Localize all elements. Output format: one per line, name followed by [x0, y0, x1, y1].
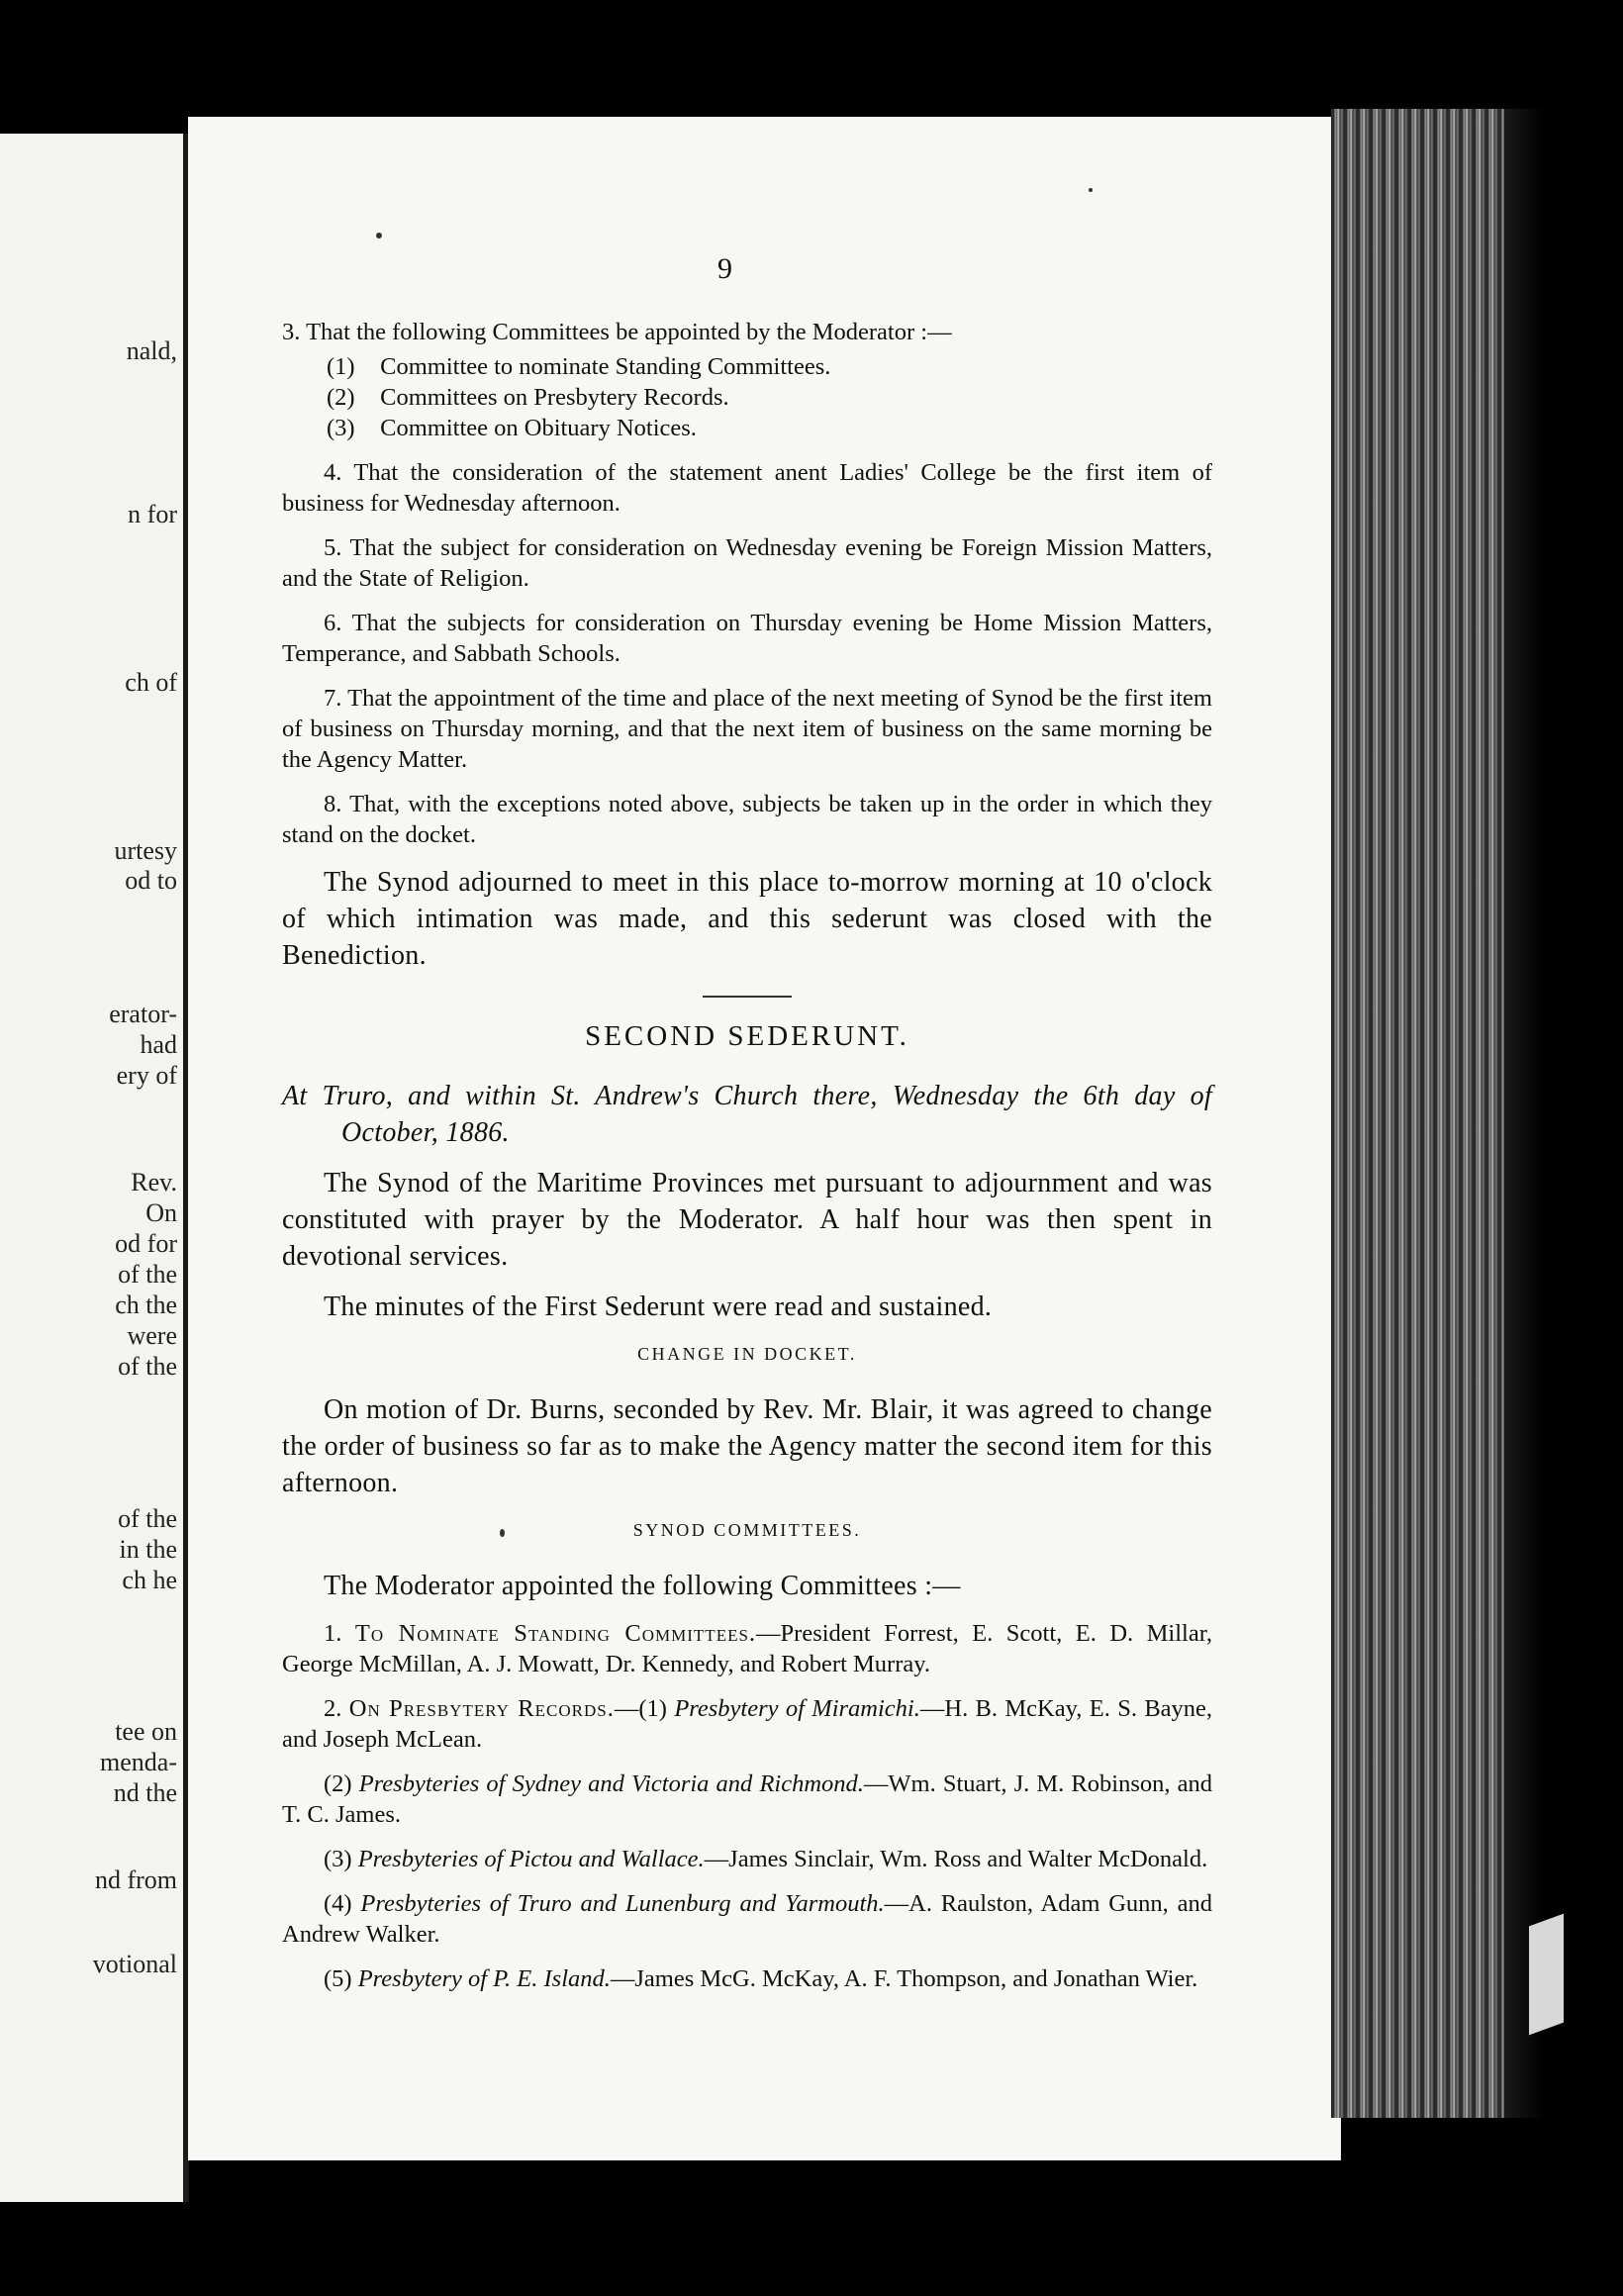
- left-page-fragment: ch of: [125, 668, 177, 697]
- presbytery-name: Presbytery of Miramichi.: [674, 1695, 920, 1722]
- left-page-fragment: urtesy: [114, 836, 177, 865]
- motion-text: That the subject for consideration on Wednesday evening be Foreign Mission Matters, and the State of Religion.: [282, 534, 1213, 592]
- committees-list: [282, 351, 1212, 443]
- motion-number: 8.: [324, 791, 342, 817]
- minutes-paragraph: The minutes of the First Sederunt were read and sustained.: [324, 1292, 993, 1322]
- list-number: (1): [327, 353, 355, 380]
- presbytery-name: Presbyteries of Truro and Lunenburg and Yarmouth.: [360, 1890, 885, 1917]
- appointment-sub-item: [282, 1844, 1212, 1874]
- sub-text: —A. Raulston, Adam Gunn, and Andrew Walker.: [282, 1890, 1212, 1948]
- motion-text: That the consideration of the statement anent Ladies' College be the first item of business for Wednesday afternoon.: [282, 459, 1213, 517]
- motion-text: That, with the exceptions noted above, subjects be taken up in the order in which they stand on the docket.: [282, 791, 1212, 848]
- left-page-fragment: had: [140, 1030, 177, 1059]
- left-page-fragment: ery of: [116, 1061, 177, 1090]
- section-divider: [703, 996, 792, 998]
- change-docket-paragraph: On motion of Dr. Burns, seconded by Rev. Mr. Blair, it was agreed to change the order of business so far as to make the Agency matter the second item for this afternoon.: [282, 1394, 1212, 1498]
- appointment-item: [282, 1693, 1212, 1755]
- left-page-fragment: Rev.: [131, 1168, 177, 1196]
- sub-number: —(1): [614, 1695, 667, 1722]
- appointment-item: [282, 1618, 1212, 1679]
- page-number: 9: [717, 252, 732, 285]
- appointment-sub-item: [282, 1963, 1212, 1994]
- motion-text: That the appointment of the time and place of the next meeting of Synod be the first item of business on Thursday morning, and that the next item of business on the same morning be the Agency Matter.: [282, 685, 1212, 773]
- presbytery-name: Presbyteries of Sydney and Victoria and Richmond.: [358, 1770, 864, 1797]
- left-page-fragment: ch the: [115, 1291, 177, 1319]
- motion-4: [282, 457, 1212, 519]
- sub-number: (2): [324, 1770, 352, 1797]
- left-page-fragment: of the: [118, 1260, 177, 1289]
- subsection-heading: SYNOD COMMITTEES.: [632, 1520, 862, 1540]
- place-date-line: At Truro, and within St. Andrew's Church there, Wednesday the 6th day of October, 1886.: [282, 1081, 1212, 1148]
- list-text: Committee to nominate Standing Committees.: [380, 353, 831, 380]
- list-item: [327, 382, 1212, 413]
- motion-number: 7.: [324, 685, 342, 712]
- motion-number: 5.: [324, 534, 342, 561]
- motion-7: [282, 683, 1212, 775]
- motion-number: 4.: [324, 459, 342, 486]
- sub-number: (3): [324, 1846, 352, 1872]
- motion-text: That the following Committees be appointed by the Moderator :—: [306, 319, 952, 345]
- appointment-sub-item: [282, 1769, 1212, 1830]
- item-text: —President Forrest, E. Scott, E. D. Millar, George McMillan, A. J. Mowatt, Dr. Kennedy, and Robert Murray.: [282, 1620, 1213, 1677]
- left-page-fragment: tee on: [115, 1717, 177, 1746]
- list-number: (2): [327, 384, 355, 411]
- adjournment-paragraph: The Synod adjourned to meet in this place to-morrow morning at 10 o'clock of which intimation was made, and this sederunt was closed with the Benediction.: [282, 867, 1212, 971]
- list-text: Committee on Obituary Notices.: [380, 415, 697, 441]
- left-page-fragment: votional: [92, 1950, 177, 1978]
- page-body: [282, 317, 1212, 2008]
- left-page-fragment: erator-: [109, 1000, 177, 1028]
- list-text: Committees on Presbytery Records.: [380, 384, 729, 411]
- left-facing-page: [0, 134, 189, 2202]
- left-page-fragment: n for: [128, 500, 177, 528]
- sub-text: —James McG. McKay, A. F. Thompson, and Jonathan Wier.: [610, 1965, 1198, 1992]
- left-page-fragment: in the: [119, 1535, 177, 1564]
- print-speck: [1089, 188, 1093, 192]
- left-page-fragment: On: [145, 1198, 177, 1227]
- motion-8: [282, 789, 1212, 850]
- left-page-fragment: nald,: [126, 336, 177, 365]
- motion-3: [282, 317, 1212, 347]
- sub-text: —James Sinclair, Wm. Ross and Walter McDonald.: [704, 1846, 1208, 1872]
- left-page-fragment: nd from: [94, 1866, 177, 1894]
- list-item: [327, 351, 1212, 382]
- meeting-paragraph: The Synod of the Maritime Provinces met pursuant to adjournment and was constituted with prayer by the Moderator. A half hour was then spent in devotional services.: [282, 1168, 1212, 1272]
- print-speck: [376, 233, 382, 239]
- left-page-fragment: were: [127, 1321, 177, 1350]
- appointment-sub-item: [282, 1888, 1212, 1950]
- item-number: 2.: [324, 1695, 342, 1722]
- motion-5: [282, 532, 1212, 594]
- sub-number: (5): [324, 1965, 352, 1992]
- item-number: 1.: [324, 1620, 342, 1647]
- motion-number: 3.: [282, 319, 301, 345]
- left-page-fragment: of the: [118, 1504, 177, 1533]
- motion-text: That the subjects for consideration on Thursday evening be Home Mission Matters, Temperance, and Sabbath Schools.: [282, 610, 1212, 667]
- left-page-fragment: od for: [115, 1229, 177, 1258]
- item-title: On Presbytery Records.: [348, 1695, 615, 1722]
- list-number: (3): [327, 415, 355, 441]
- book-page-edges: [1331, 109, 1509, 2118]
- presbytery-name: Presbytery of P. E. Island.: [357, 1965, 611, 1992]
- section-heading: SECOND SEDERUNT.: [585, 1020, 909, 1052]
- item-title: To Nominate Standing Committees.: [354, 1620, 757, 1647]
- subsection-heading: CHANGE IN DOCKET.: [637, 1344, 857, 1364]
- left-page-fragment: of the: [118, 1352, 177, 1381]
- left-page-fragment: ch he: [122, 1566, 177, 1594]
- moderator-paragraph: The Moderator appointed the following Committees :—: [324, 1571, 961, 1601]
- left-page-fragment: nd the: [113, 1778, 177, 1807]
- left-page-fragment: od to: [125, 866, 177, 895]
- sub-text: —H. B. McKay, E. S. Bayne, and Joseph McLean.: [282, 1695, 1213, 1753]
- list-item: [327, 413, 1212, 443]
- left-page-fragment: menda-: [100, 1748, 177, 1776]
- motion-6: [282, 608, 1212, 669]
- book-shadow: [1504, 109, 1544, 2118]
- presbytery-name: Presbyteries of Pictou and Wallace.: [357, 1846, 705, 1872]
- sub-number: (4): [324, 1890, 352, 1917]
- sub-text: —Wm. Stuart, J. M. Robinson, and T. C. James.: [282, 1770, 1212, 1828]
- page-tab-mark: [1529, 1914, 1564, 2036]
- motion-number: 6.: [324, 610, 342, 636]
